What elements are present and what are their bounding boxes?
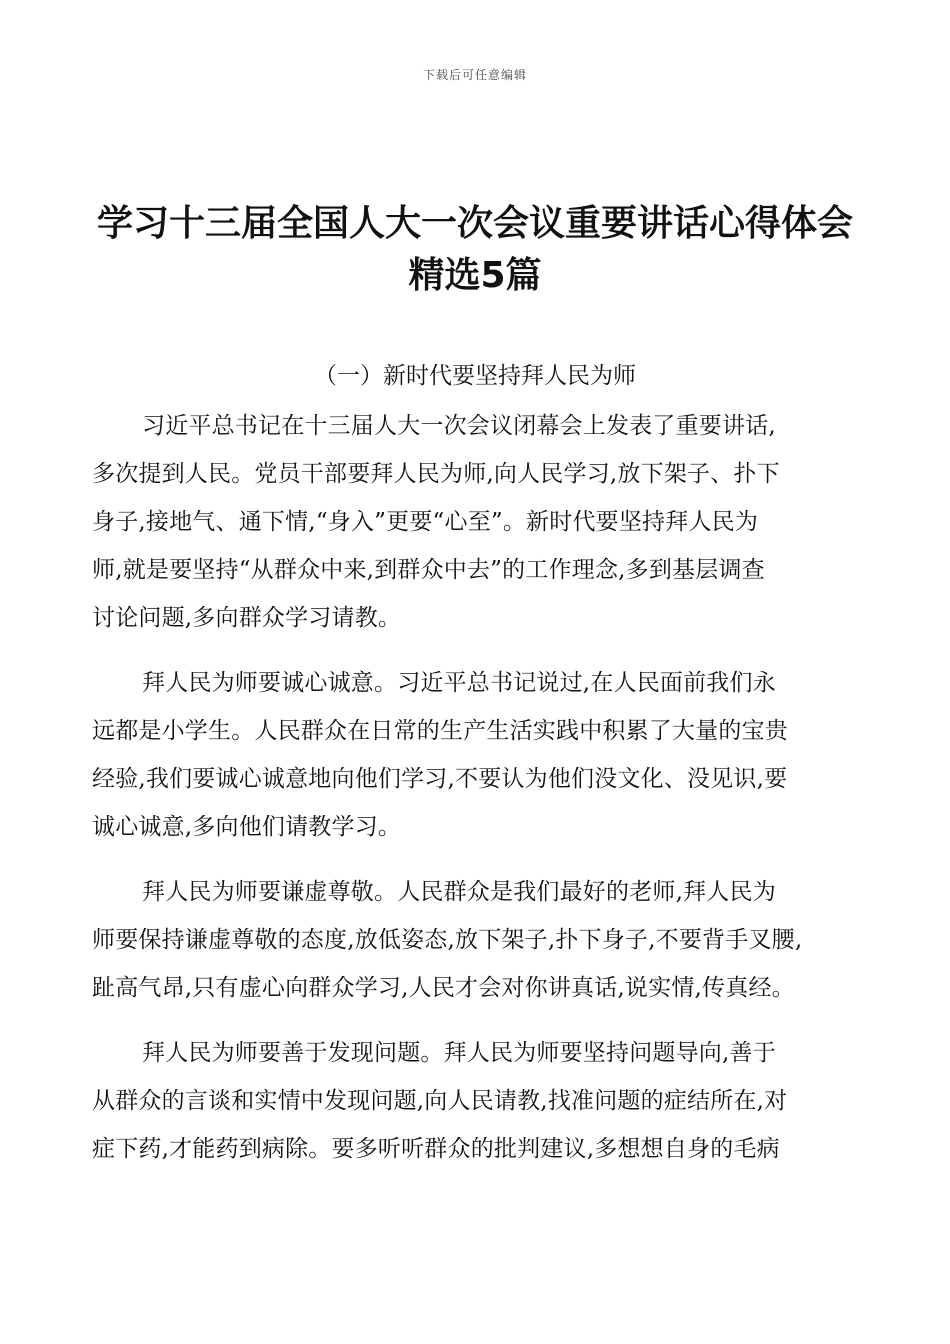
text-line: 师,就是要坚持“从群众中来,到群众中去”的工作理念,多到基层调查: [92, 557, 765, 583]
text-line: 讨论问题,多向群众学习请教。: [92, 605, 402, 631]
title-line: 精选5篇: [408, 255, 542, 296]
text-line: 拜人民为师要善于发现问题。拜人民为师要坚持问题导向,善于: [142, 1040, 776, 1066]
paragraph-4: [92, 1029, 867, 1173]
text-line: 拜人民为师要诚心诚意。习近平总书记说过,在人民面前我们永: [142, 670, 776, 696]
document-title: [80, 198, 870, 302]
text-line: 习近平总书记在十三届人大一次会议闭幕会上发表了重要讲话,: [142, 413, 776, 439]
text-line: 远都是小学生。人民群众在日常的生产生活实践中积累了大量的宝贵: [92, 718, 788, 744]
title-line: 学习十三届全国人大一次会议重要讲话心得体会: [96, 203, 853, 244]
header-note: 下载后可任意编辑: [422, 68, 527, 82]
section-heading: （一）新时代要坚持拜人民为师: [314, 363, 636, 389]
paragraph-3: [92, 868, 867, 1012]
text-line: 从群众的言谈和实情中发现问题,向人民请教,找准问题的症结所在,对: [92, 1088, 788, 1114]
text-line: 多次提到人民。党员干部要拜人民为师,向人民学习,放下架子、扑下: [92, 461, 780, 487]
text-line: 拜人民为师要谦虚尊敬。人民群众是我们最好的老师,拜人民为: [142, 879, 776, 905]
paragraph-1: [92, 402, 867, 642]
text-line: 师要保持谦虚尊敬的态度,放低姿态,放下架子,扑下身子,不要背手叉腰,: [92, 927, 803, 953]
text-line: 症下药,才能药到病除。要多听听群众的批判建议,多想想自身的毛病: [92, 1136, 780, 1162]
paragraph-2: [92, 659, 867, 851]
text-line: 诚心诚意,多向他们请教学习。: [92, 814, 402, 840]
text-line: 经验,我们要诚心诚意地向他们学习,不要认为他们没文化、没见识,要: [92, 766, 788, 792]
text-line: 身子,接地气、通下情,“身入”更要“心至”。新时代要坚持拜人民为: [92, 509, 759, 535]
body-text: [92, 402, 867, 1190]
text-line: 趾高气昂,只有虚心向群众学习,人民才会对你讲真话,说实情,传真经。: [92, 975, 795, 1001]
